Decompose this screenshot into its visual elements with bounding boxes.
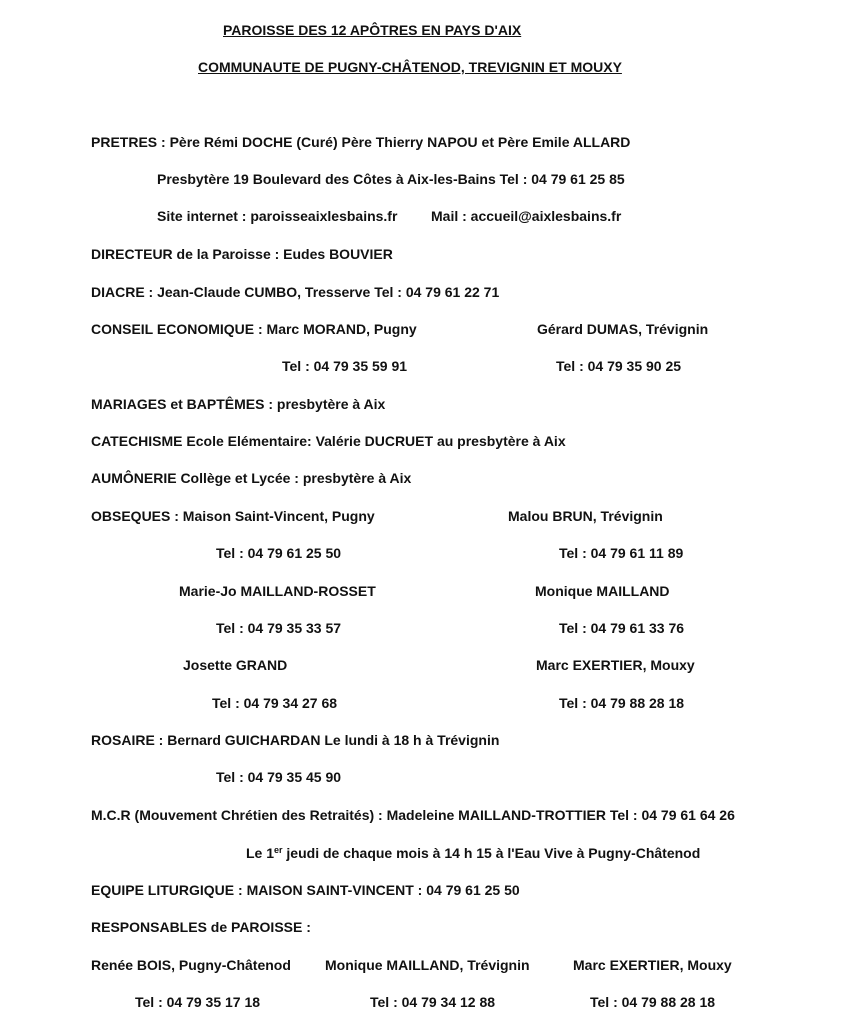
diacre-line: DIACRE : Jean-Claude CUMBO, Tresserve Tel : 04 79 61 22 71 [91, 284, 500, 300]
conseil-tel-left: Tel : 04 79 35 59 91 [282, 358, 408, 374]
responsable-tel-1: Tel : 04 79 35 17 18 [135, 994, 261, 1010]
catechisme-line: CATECHISME Ecole Elémentaire: Valérie DUCRUET au presbytère à Aix [91, 433, 566, 449]
rosaire-tel: Tel : 04 79 35 45 90 [216, 769, 342, 785]
website: Site internet : paroisseaixlesbains.fr [157, 208, 398, 224]
mcr-detail-rest: jeudi de chaque mois à 14 h 15 à l'Eau Vive à Pugny-Châtenod [282, 845, 701, 861]
mcr-line: M.C.R (Mouvement Chrétien des Retraités) : Madeleine MAILLAND-TROTTIER Tel : 04 79 61 64 26 [91, 807, 735, 823]
obseques-tel1-right: Tel : 04 79 61 11 89 [559, 545, 684, 561]
pretres-line: PRETRES : Père Rémi DOCHE (Curé) Père Thierry NAPOU et Père Emile ALLARD [91, 134, 631, 150]
responsable-name-3: Marc EXERTIER, Mouxy [573, 957, 732, 973]
responsable-name-2: Monique MAILLAND, Trévignin [325, 957, 530, 973]
responsable-tel-2: Tel : 04 79 34 12 88 [370, 994, 496, 1010]
responsable-name-1: Renée BOIS, Pugny-Châtenod [91, 957, 291, 973]
equipe-line: EQUIPE LITURGIQUE : MAISON SAINT-VINCENT : 04 79 61 25 50 [91, 882, 520, 898]
conseil-right: Gérard DUMAS, Trévignin [537, 321, 709, 337]
obseques-name3-right: Marc EXERTIER, Mouxy [536, 657, 695, 673]
obseques-tel2-left: Tel : 04 79 35 33 57 [216, 620, 342, 636]
obseques-tel1-left: Tel : 04 79 61 25 50 [216, 545, 342, 561]
aumonerie-line: AUMÔNERIE Collège et Lycée : presbytère à Aix [91, 470, 412, 486]
mariages-line: MARIAGES et BAPTÊMES : presbytère à Aix [91, 396, 386, 412]
email: Mail : accueil@aixlesbains.fr [431, 208, 622, 224]
conseil-left: CONSEIL ECONOMIQUE : Marc MORAND, Pugny [91, 321, 417, 337]
obseques-tel2-right: Tel : 04 79 61 33 76 [559, 620, 685, 636]
obseques-tel3-right: Tel : 04 79 88 28 18 [559, 695, 685, 711]
rosaire-line: ROSAIRE : Bernard GUICHARDAN Le lundi à 18 h à Trévignin [91, 732, 500, 748]
obseques-left: OBSEQUES : Maison Saint-Vincent, Pugny [91, 508, 375, 524]
obseques-name3-left: Josette GRAND [183, 657, 288, 673]
obseques-tel3-left: Tel : 04 79 34 27 68 [212, 695, 338, 711]
community-title: COMMUNAUTE DE PUGNY-CHÂTENOD, TREVIGNIN ET MOUXY [198, 59, 622, 75]
responsables-heading: RESPONSABLES de PAROISSE : [91, 919, 311, 935]
mcr-detail-prefix: Le 1 [246, 845, 275, 861]
obseques-right: Malou BRUN, Trévignin [508, 508, 663, 524]
mcr-detail-ordinal: er [274, 845, 283, 855]
mcr-detail [246, 845, 700, 861]
obseques-name2-left: Marie-Jo MAILLAND-ROSSET [179, 583, 376, 599]
parish-title: PAROISSE DES 12 APÔTRES EN PAYS D'AIX [223, 22, 522, 38]
presbytere-address: Presbytère 19 Boulevard des Côtes à Aix-les-Bains Tel : 04 79 61 25 85 [157, 171, 625, 187]
responsable-tel-3: Tel : 04 79 88 28 18 [590, 994, 716, 1010]
conseil-tel-right: Tel : 04 79 35 90 25 [556, 358, 682, 374]
obseques-name2-right: Monique MAILLAND [535, 583, 670, 599]
directeur-line: DIRECTEUR de la Paroisse : Eudes BOUVIER [91, 246, 393, 262]
